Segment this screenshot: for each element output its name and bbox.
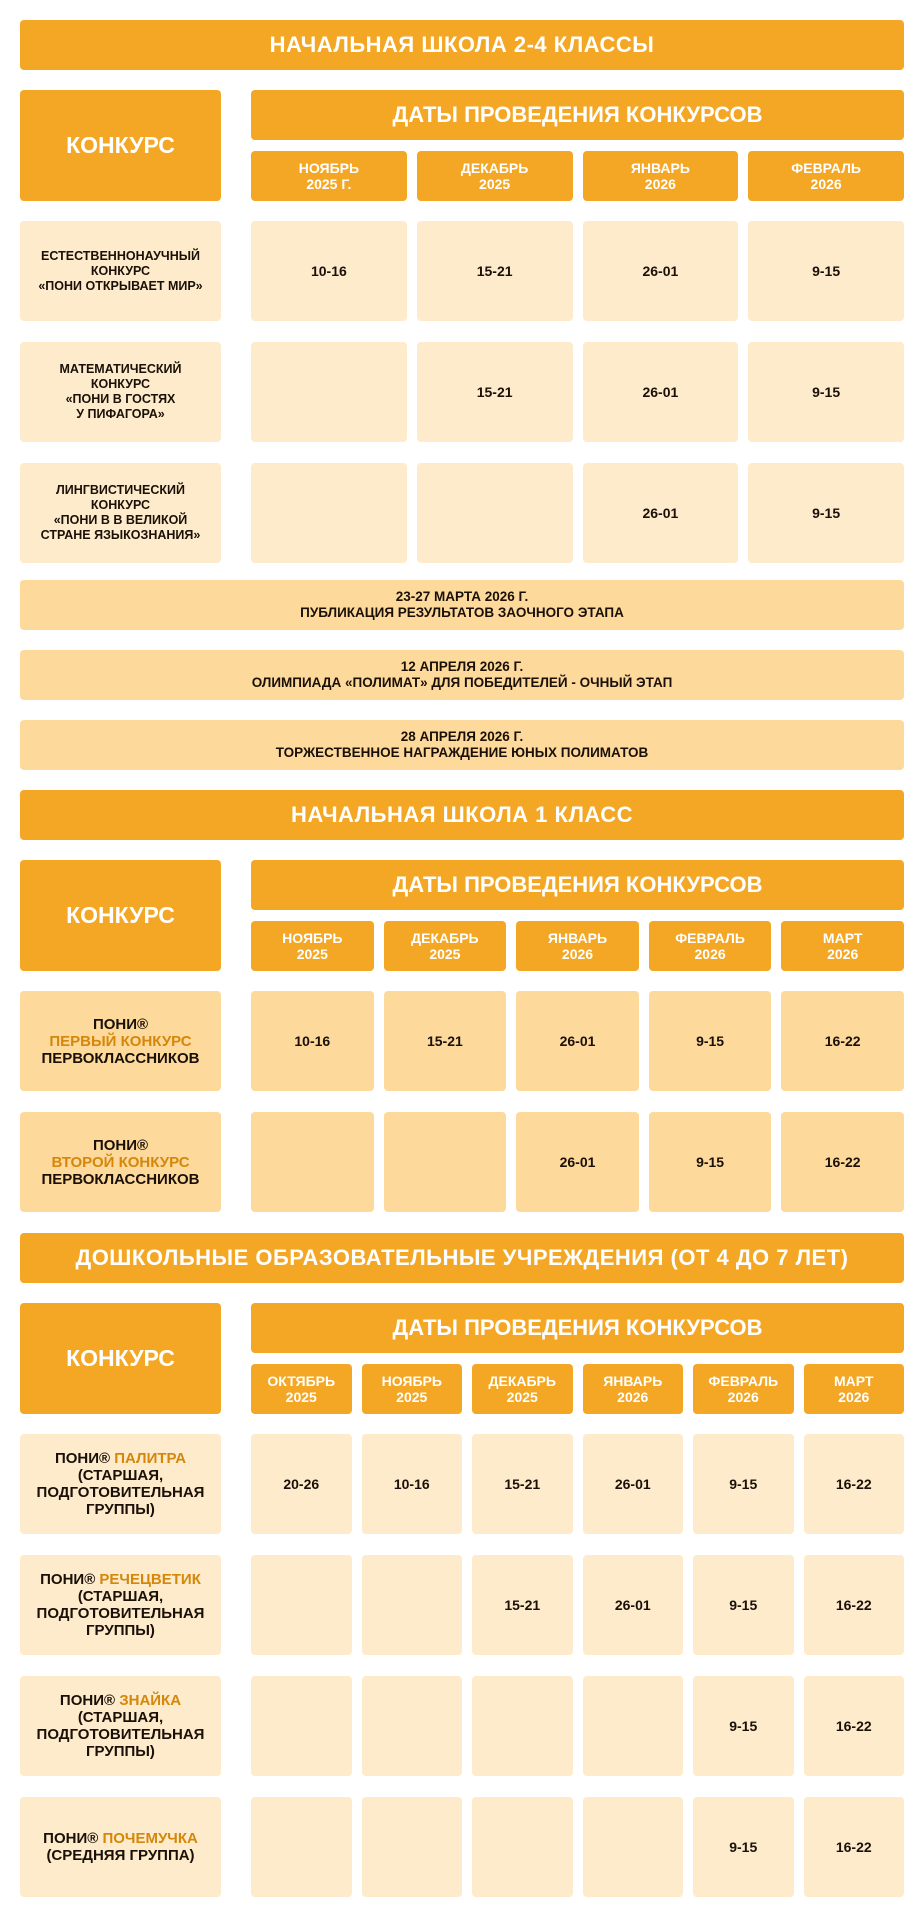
dates-header: ДАТЫ ПРОВЕДЕНИЯ КОНКУРСОВ: [251, 90, 904, 140]
date-cell: 26-01: [583, 1434, 684, 1534]
date-cell: [362, 1676, 463, 1776]
contest-name-text: ПЕРВОКЛАССНИКОВ: [41, 1049, 200, 1067]
date-cells: [251, 1676, 904, 1776]
contest-name: [20, 1797, 221, 1897]
contest-name-text: ГРУППЫ): [86, 1622, 155, 1639]
contest-name-text: ПОДГОТОВИТЕЛЬНАЯ: [36, 1605, 205, 1622]
month-header: [516, 921, 639, 971]
month-header-line: 2025: [429, 946, 461, 962]
contest-name-text: ПОНИ®: [92, 1136, 149, 1154]
date-cell: 26-01: [583, 342, 739, 442]
month-header-line: МАРТ: [834, 1373, 874, 1389]
section-title: НАЧАЛЬНАЯ ШКОЛА 1 КЛАСС: [20, 790, 904, 840]
date-cells: [251, 342, 904, 442]
contest-name-line: [40, 1571, 201, 1588]
contest-name-text: ПОДГОТОВИТЕЛЬНАЯ: [36, 1484, 205, 1501]
date-cell: 16-22: [804, 1555, 905, 1655]
month-header: [781, 921, 904, 971]
contest-name-text: КОНКУРС: [90, 498, 151, 512]
date-cell: 20-26: [251, 1434, 352, 1534]
month-header-line: ЯНВАРЬ: [603, 1373, 663, 1389]
date-cell: [472, 1676, 573, 1776]
date-cell: 10-16: [362, 1434, 463, 1534]
section-title: ДОШКОЛЬНЫЕ ОБРАЗОВАТЕЛЬНЫЕ УЧРЕЖДЕНИЯ (ОТ 4 ДО 7 ЛЕТ): [20, 1233, 904, 1283]
info-banner-line: 28 АПРЕЛЯ 2026 Г.: [400, 729, 524, 744]
contest-name-line: [78, 1709, 163, 1726]
contest-name-line: [60, 362, 182, 377]
month-header-line: 2026: [694, 946, 726, 962]
dates-header-group: [251, 90, 904, 201]
contest-name-line: [37, 1726, 205, 1743]
contest-name-line: [37, 1484, 205, 1501]
month-header-line: 2025: [296, 946, 328, 962]
contest-name: [20, 1555, 221, 1655]
month-header: [583, 151, 739, 201]
month-header-line: 2026: [727, 1389, 759, 1405]
month-header: [362, 1364, 463, 1414]
date-cell: 9-15: [693, 1676, 794, 1776]
month-header: [384, 921, 507, 971]
contest-name: [20, 991, 221, 1091]
date-cell: 26-01: [516, 991, 639, 1091]
contest-name: [20, 1112, 221, 1212]
date-cell: 15-21: [417, 342, 573, 442]
date-cell: 10-16: [251, 221, 407, 321]
date-cell: 9-15: [693, 1555, 794, 1655]
date-cell: 26-01: [583, 1555, 684, 1655]
date-cell: 16-22: [781, 991, 904, 1091]
dates-header: ДАТЫ ПРОВЕДЕНИЯ КОНКУРСОВ: [251, 860, 904, 910]
contest-name-text: ПОДГОТОВИТЕЛЬНАЯ: [36, 1726, 205, 1743]
contest-name-line: [56, 483, 185, 498]
contest-name-line: [54, 513, 188, 528]
section-title: НАЧАЛЬНАЯ ШКОЛА 2-4 КЛАССЫ: [20, 20, 904, 70]
contest-name-text: ПОНИ®: [59, 1692, 120, 1709]
contest-name-text: «ПОНИ В В ВЕЛИКОЙ: [53, 513, 188, 527]
month-header-line: 2025: [285, 1389, 317, 1405]
contest-name: [20, 463, 221, 563]
date-cell: 9-15: [649, 1112, 772, 1212]
month-header-line: ФЕВРАЛЬ: [675, 930, 745, 946]
month-header-line: МАРТ: [822, 930, 863, 946]
date-cell: [417, 463, 573, 563]
month-header-line: 2025: [479, 176, 511, 192]
contest-name-text: ГРУППЫ): [86, 1501, 155, 1518]
date-cell: 15-21: [384, 991, 507, 1091]
contest-name-line: [86, 1743, 155, 1760]
contest-name-line: [55, 1450, 186, 1467]
contest-name: [20, 221, 221, 321]
month-header-line: ФЕВРАЛЬ: [708, 1373, 779, 1389]
table-row: [20, 1676, 904, 1776]
date-cell: [251, 1555, 352, 1655]
month-header: [251, 151, 407, 201]
table-row: [20, 991, 904, 1091]
contest-name-line: [37, 1605, 205, 1622]
contest-name-line: [86, 1622, 155, 1639]
schedule: [20, 20, 904, 1918]
date-cells: [251, 1434, 904, 1534]
date-cell: 26-01: [583, 221, 739, 321]
contest-name-line: [60, 1692, 181, 1709]
contest-brand-name: ВТОРОЙ КОНКУРС: [51, 1153, 190, 1171]
contest-name-line: [91, 377, 150, 392]
contest-name-text: КОНКУРС: [90, 377, 151, 391]
contest-name-text: ПОНИ®: [40, 1571, 100, 1588]
contest-name-text: (СТАРШАЯ,: [77, 1588, 164, 1605]
contest-name-line: [93, 1137, 148, 1154]
date-cell: 9-15: [649, 991, 772, 1091]
month-header-line: НОЯБРЬ: [282, 930, 343, 946]
dates-header-group: [251, 1303, 904, 1414]
month-header-line: ЯНВАРЬ: [547, 930, 608, 946]
date-cells: [251, 1112, 904, 1212]
month-header-line: 2026: [827, 946, 859, 962]
date-cell: [583, 1676, 684, 1776]
info-banner-line: ПУБЛИКАЦИЯ РЕЗУЛЬТАТОВ ЗАОЧНОГО ЭТАПА: [300, 605, 624, 620]
konkurs-header: КОНКУРС: [20, 860, 221, 971]
month-header: [251, 1364, 352, 1414]
date-cell: [362, 1555, 463, 1655]
date-cells: [251, 991, 904, 1091]
contest-name-line: [66, 392, 176, 407]
month-header-line: 2025: [506, 1389, 538, 1405]
month-header: [583, 1364, 684, 1414]
date-cell: 9-15: [748, 342, 904, 442]
contest-name-line: [51, 1154, 189, 1171]
contest-brand-name: РЕЧЕЦВЕТИК: [99, 1571, 201, 1588]
contest-name-text: (СТАРШАЯ,: [77, 1467, 164, 1484]
date-cells: [251, 1797, 904, 1897]
contest-name-text: «ПОНИ В ГОСТЯХ: [65, 392, 176, 406]
contest-name-line: [49, 1033, 191, 1050]
contest-name-line: [41, 528, 201, 543]
date-cell: 16-22: [804, 1797, 905, 1897]
info-banner: [20, 580, 904, 630]
info-banner-line: ОЛИМПИАДА «ПОЛИМАТ» ДЛЯ ПОБЕДИТЕЛЕЙ - ОЧНЫЙ ЭТАП: [251, 675, 673, 690]
month-header-line: 2025 Г.: [306, 176, 352, 192]
date-cell: 15-21: [472, 1555, 573, 1655]
table-header: [20, 860, 904, 971]
month-header-line: НОЯБРЬ: [381, 1373, 442, 1389]
contest-name-line: [76, 407, 164, 422]
contest-name-line: [42, 1171, 200, 1188]
month-header-line: ЯНВАРЬ: [630, 160, 690, 176]
table-row: [20, 221, 904, 321]
date-cell: 9-15: [748, 463, 904, 563]
date-cell: [362, 1797, 463, 1897]
table-header: [20, 90, 904, 201]
dates-header-group: [251, 860, 904, 971]
month-header-line: ДЕКАБРЬ: [460, 160, 529, 176]
table-row: [20, 342, 904, 442]
table-row: [20, 1112, 904, 1212]
contest-name-text: ГРУППЫ): [86, 1743, 155, 1760]
contest-brand-name: ПАЛИТРА: [114, 1450, 187, 1467]
contest-name-text: (СРЕДНЯЯ ГРУППА): [46, 1847, 195, 1864]
konkurs-header: КОНКУРС: [20, 1303, 221, 1414]
month-header-line: 2026: [617, 1389, 649, 1405]
section-3: [20, 1233, 904, 1897]
contest-name-text: КОНКУРС: [90, 263, 151, 278]
date-cell: [251, 463, 407, 563]
contest-name-text: (СТАРШАЯ,: [77, 1709, 164, 1726]
date-cell: 9-15: [693, 1797, 794, 1897]
date-cells: [251, 221, 904, 321]
month-headers: [251, 151, 904, 201]
date-cell: 9-15: [693, 1434, 794, 1534]
month-header: [693, 1364, 794, 1414]
month-header: [804, 1364, 905, 1414]
contest-name-line: [43, 1830, 198, 1847]
month-header-line: 2026: [561, 946, 594, 962]
month-header: [472, 1364, 573, 1414]
date-cell: 9-15: [748, 221, 904, 321]
month-header-line: 2026: [838, 1389, 870, 1405]
info-banner: [20, 650, 904, 700]
date-cell: [472, 1797, 573, 1897]
table-row: [20, 1797, 904, 1897]
date-cell: 26-01: [583, 463, 739, 563]
contest-name: [20, 1676, 221, 1776]
contest-name-text: СТРАНЕ ЯЗЫКОЗНАНИЯ»: [40, 528, 201, 542]
contest-name-line: [91, 498, 150, 513]
month-headers: [251, 921, 904, 971]
table-row: [20, 463, 904, 563]
month-header: [649, 921, 772, 971]
contest-name-text: ПОНИ®: [92, 1015, 149, 1033]
section-1: [20, 20, 904, 770]
info-banner-line: 12 АПРЕЛЯ 2026 Г.: [400, 659, 524, 674]
contest-name-text: У ПИФАГОРА»: [76, 407, 165, 421]
date-cell: 15-21: [472, 1434, 573, 1534]
month-header-line: ФЕВРАЛЬ: [791, 160, 861, 176]
date-cell: [251, 1112, 374, 1212]
contest-name-line: [91, 264, 150, 279]
month-header-line: 2025: [396, 1389, 428, 1405]
date-cell: [251, 342, 407, 442]
contest-name-line: [86, 1501, 155, 1518]
date-cell: [251, 1676, 352, 1776]
contest-name-line: [46, 1847, 194, 1864]
contest-name-line: [78, 1588, 163, 1605]
section-2: [20, 790, 904, 1212]
date-cell: 10-16: [251, 991, 374, 1091]
contest-name: [20, 342, 221, 442]
date-cell: 16-22: [804, 1434, 905, 1534]
month-header-line: ОКТЯБРЬ: [267, 1373, 336, 1389]
date-cells: [251, 1555, 904, 1655]
contest-name-text: ПОНИ®: [54, 1450, 115, 1467]
contest-name-line: [78, 1467, 163, 1484]
date-cell: [384, 1112, 507, 1212]
konkurs-header: КОНКУРС: [20, 90, 221, 201]
contest-name-text: ПОНИ®: [43, 1830, 103, 1847]
date-cell: 26-01: [516, 1112, 639, 1212]
contest-name-text: ПЕРВОКЛАССНИКОВ: [41, 1170, 200, 1188]
date-cell: [251, 1797, 352, 1897]
contest-name-line: [38, 279, 202, 294]
info-banner: [20, 720, 904, 770]
contest-brand-name: ПЕРВЫЙ КОНКУРС: [49, 1032, 192, 1050]
month-header-line: 2026: [810, 176, 842, 192]
month-header-line: НОЯБРЬ: [298, 160, 360, 176]
table-header: [20, 1303, 904, 1414]
month-header-line: 2026: [644, 176, 676, 192]
month-header: [251, 921, 374, 971]
info-banner-line: 23-27 МАРТА 2026 Г.: [395, 589, 529, 604]
date-cell: [583, 1797, 684, 1897]
table-row: [20, 1555, 904, 1655]
dates-header: ДАТЫ ПРОВЕДЕНИЯ КОНКУРСОВ: [251, 1303, 904, 1353]
month-headers: [251, 1364, 904, 1414]
contest-name-text: ЛИНГВИСТИЧЕСКИЙ: [56, 483, 185, 497]
month-header: [417, 151, 573, 201]
table-row: [20, 1434, 904, 1534]
contest-name-line: [42, 1050, 200, 1067]
contest-name-text: МАТЕМАТИЧЕСКИЙ: [59, 362, 182, 376]
date-cell: 16-22: [781, 1112, 904, 1212]
contest-name-line: [93, 1016, 148, 1033]
date-cell: 16-22: [804, 1676, 905, 1776]
contest-brand-name: ПОЧЕМУЧКА: [102, 1830, 198, 1847]
date-cell: 15-21: [417, 221, 573, 321]
info-banner-line: ТОРЖЕСТВЕННОЕ НАГРАЖДЕНИЕ ЮНЫХ ПОЛИМАТОВ: [275, 745, 649, 760]
contest-name: [20, 1434, 221, 1534]
date-cells: [251, 463, 904, 563]
contest-name-text: ЕСТЕСТВЕННОНАУЧНЫЙ: [41, 248, 200, 263]
contest-name-line: [41, 249, 200, 264]
month-header-line: ДЕКАБРЬ: [488, 1373, 556, 1389]
month-header: [748, 151, 904, 201]
month-header-line: ДЕКАБРЬ: [411, 930, 479, 946]
contest-brand-name: ЗНАЙКА: [119, 1692, 182, 1709]
contest-name-text: «ПОНИ ОТКРЫВАЕТ МИР»: [38, 278, 203, 293]
